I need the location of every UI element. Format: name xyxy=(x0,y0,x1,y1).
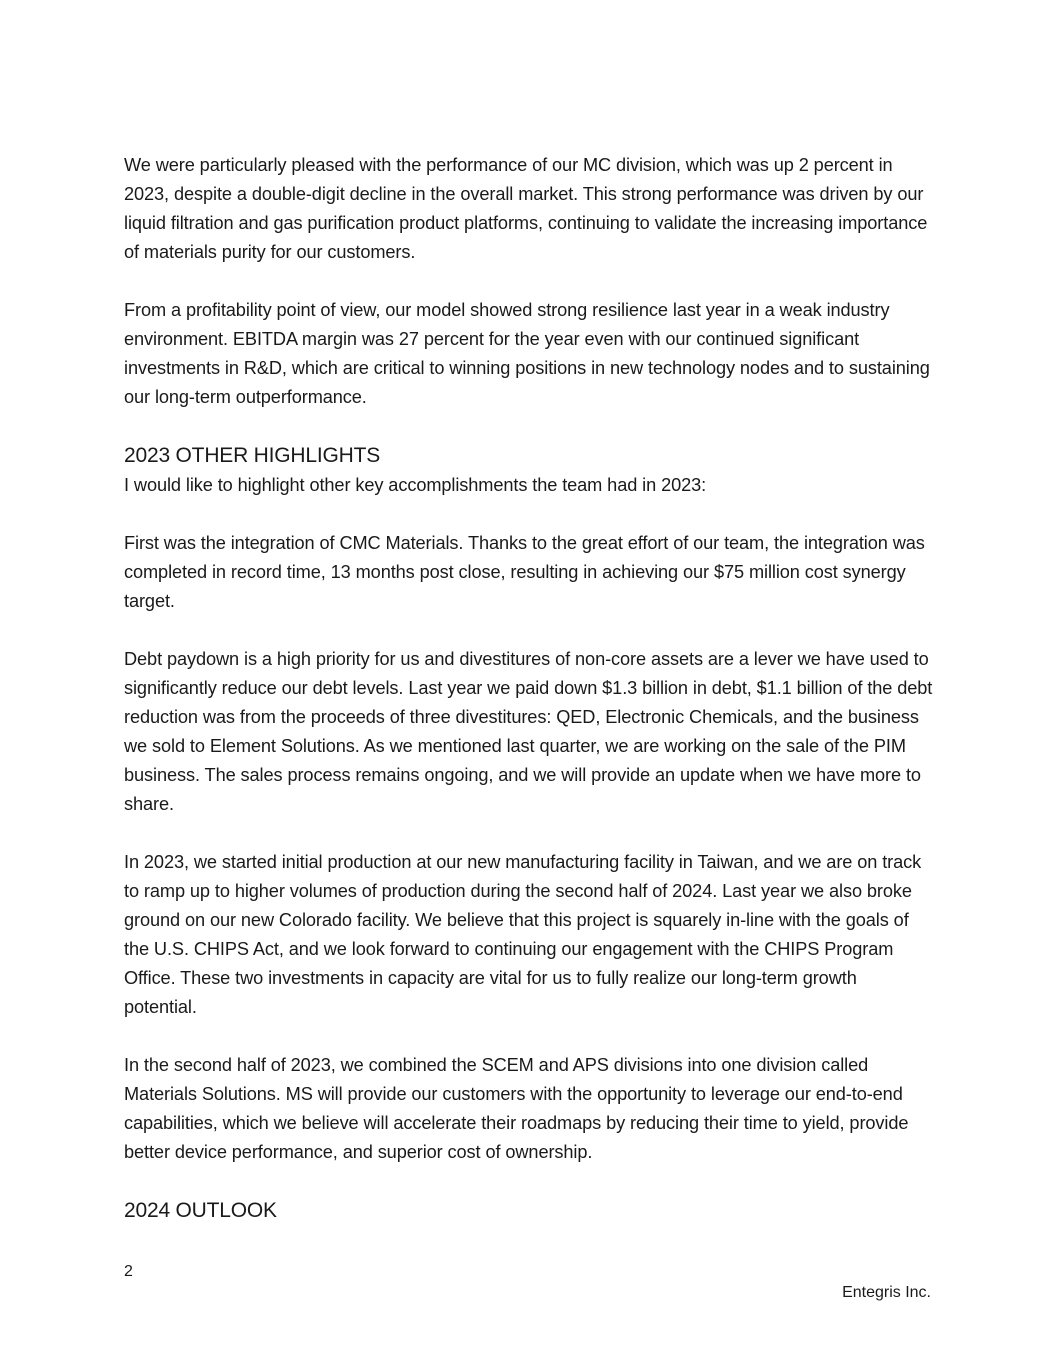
paragraph-spacer xyxy=(124,819,934,848)
paragraph-mc-division: We were particularly pleased with the performance of our MC division, which was up 2 percent in 2023, despite a double-digit decline in the overall market. This strong performance was driven by our liquid filtration and gas purification product platforms, continuing to validate the increasing importance of materials purity for our customers. xyxy=(124,155,928,262)
footer-company-name: Entegris Inc. xyxy=(842,1284,931,1301)
document-body xyxy=(124,151,934,1226)
paragraph-spacer xyxy=(124,616,934,645)
paragraph-debt-paydown: Debt paydown is a high priority for us and divestitures of non-core assets are a lever we have used to significantly reduce our debt levels. Last year we paid down $1.3 billion in debt, $1.1 billion of the debt reduction was from the proceeds of three divestitures: QED, Electronic Chemicals, and the business we sold to Element Solutions. As we mentioned last quarter, we are working on the sale of the PIM business. The sales process remains ongoing, and we will provide an update when we have more to share. xyxy=(124,649,933,814)
page-number: 2 xyxy=(124,1263,133,1280)
paragraph-cmc-integration: First was the integration of CMC Materials. Thanks to the great effort of our team, the integration was completed in record time, 13 months post close, resulting in achieving our $75 million cost synergy target. xyxy=(124,533,925,611)
highlights-intro: I would like to highlight other key accomplishments the team had in 2023: xyxy=(124,475,707,495)
section-heading-outlook: 2024 OUTLOOK xyxy=(124,1199,277,1222)
paragraph-profitability: From a profitability point of view, our model showed strong resilience last year in a weak industry environment. EBITDA margin was 27 percent for the year even with our continued significant investments in R&D, which are critical to winning positions in new technology nodes and to sustaining our long-term outperformance. xyxy=(124,300,930,407)
paragraph-spacer xyxy=(124,267,934,296)
paragraph-spacer xyxy=(124,1022,934,1051)
paragraph-facilities: In 2023, we started initial production at our new manufacturing facility in Taiwan, and we are on track to ramp up to higher volumes of production during the second half of 2024. Last year we also broke ground on our new Colorado facility. We believe that this project is squarely in-line with the goals of the U.S. CHIPS Act, and we look forward to continuing our engagement with the CHIPS Program Office. These two investments in capacity are vital for us to fully realize our long-term growth potential. xyxy=(124,852,922,1017)
paragraph-materials-solutions: In the second half of 2023, we combined the SCEM and APS divisions into one division called Materials Solutions. MS will provide our customers with the opportunity to leverage our end-to-end capabilities, which we believe will accelerate their roadmaps by reducing their time to yield, provide better device performance, and superior cost of ownership. xyxy=(124,1055,909,1162)
paragraph-spacer xyxy=(124,500,934,529)
section-heading-highlights: 2023 OTHER HIGHLIGHTS xyxy=(124,444,381,467)
